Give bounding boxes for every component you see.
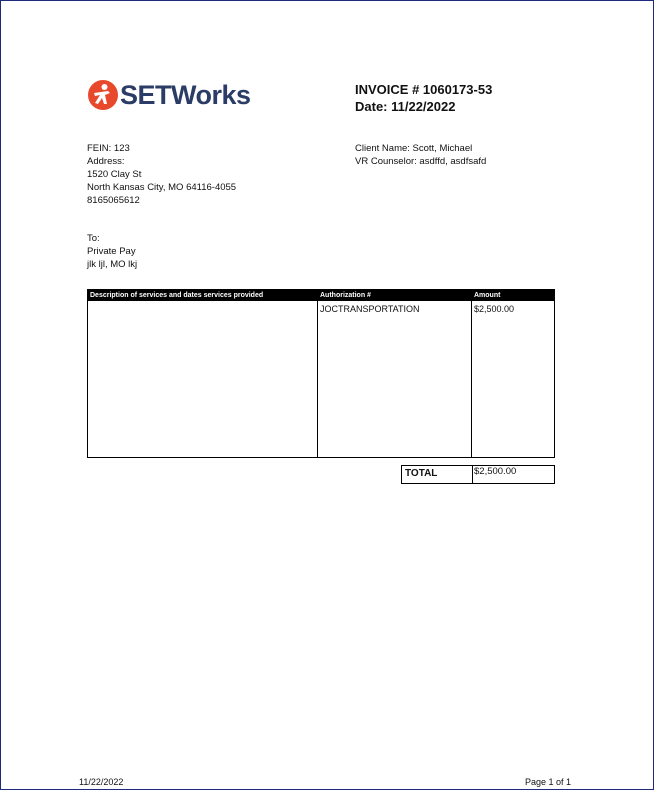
vr-counselor: VR Counselor: asdffd, asdfsafd [355, 156, 487, 167]
sender-info [87, 142, 236, 207]
column-divider [471, 290, 472, 457]
total-label: TOTAL [405, 468, 438, 479]
total-divider [472, 466, 473, 483]
fein: FEIN: 123 [87, 143, 130, 154]
row-authorization: JOCTRANSPORTATION [320, 304, 420, 314]
company-logo-text: SETWorks [120, 80, 251, 110]
sender-street: 1520 Clay St [87, 169, 142, 180]
footer-date: 11/22/2022 [79, 777, 124, 787]
total-value: $2,500.00 [474, 466, 517, 477]
address-label: Address: [87, 156, 125, 167]
company-logo [88, 80, 251, 110]
invoice-header [355, 81, 492, 115]
recipient-info [87, 232, 137, 271]
sender-phone: 8165065612 [87, 195, 140, 206]
header-authorization: Authorization # [320, 292, 371, 299]
recipient-name: Private Pay [87, 246, 136, 257]
row-amount: $2,500.00 [474, 304, 515, 314]
header-description: Description of services and dates services provided [90, 292, 264, 299]
total-box [401, 465, 555, 484]
services-table [87, 289, 555, 458]
recipient-address: jlk ljl, MO lkj [87, 259, 138, 270]
client-name: Client Name: Scott, Michael [355, 143, 473, 154]
invoice-date: Date: 11/22/2022 [355, 99, 456, 114]
setworks-logo-icon [88, 80, 118, 110]
client-info [355, 142, 486, 168]
table-header [88, 290, 554, 301]
invoice-number: INVOICE # 1060173-53 [355, 82, 493, 97]
sender-city: North Kansas City, MO 64116-4055 [87, 182, 237, 193]
to-label: To: [87, 233, 100, 244]
footer-page: Page 1 of 1 [525, 777, 572, 787]
column-divider [317, 290, 318, 457]
header-amount: Amount [474, 292, 501, 299]
